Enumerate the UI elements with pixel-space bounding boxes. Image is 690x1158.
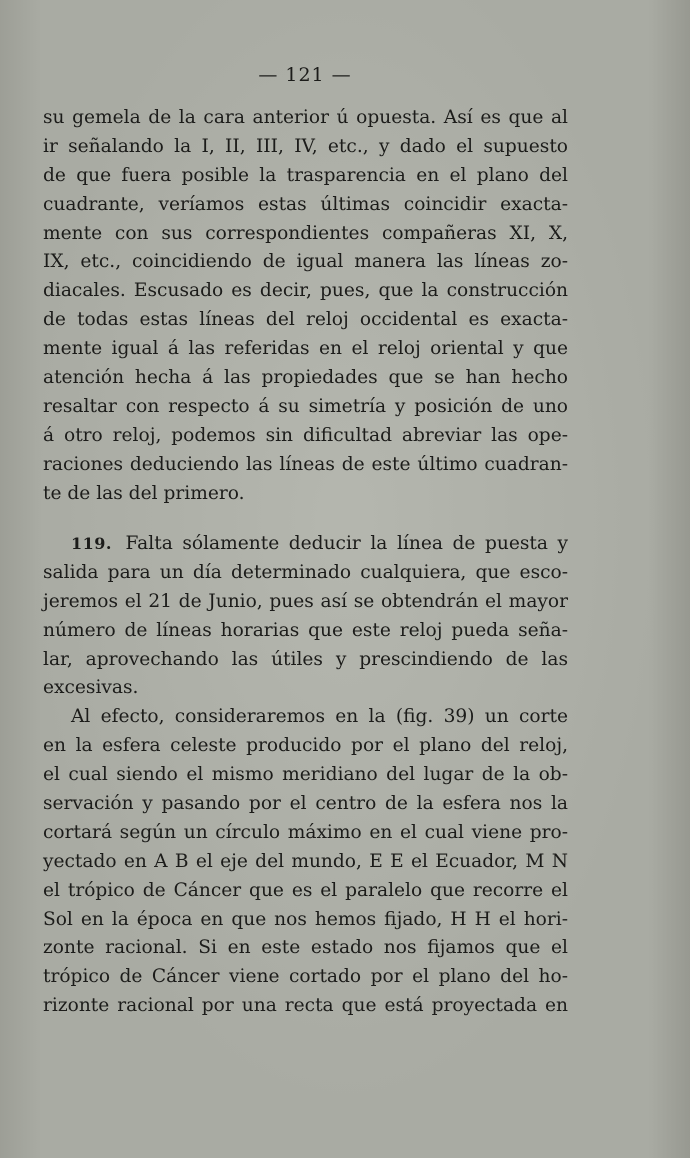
page-number: — 121 —	[258, 64, 352, 86]
text-line: rizonte racional por una recta que está proyectada en	[43, 995, 568, 1017]
text-line: salida para un día determinado cualquiera, que esco-	[43, 561, 568, 583]
paragraph-continuation	[43, 104, 568, 508]
text-line: Al efecto, consideraremos en la (fig. 39) un corte	[71, 706, 568, 728]
text-line: lar, aprovechando las útiles y prescindiendo de las	[43, 648, 568, 670]
text-line: cuadrante, veríamos estas últimas coincidir exacta-	[43, 193, 568, 215]
text-line: raciones deduciendo las líneas de este último cuadran-	[43, 453, 568, 475]
text-line: cortará según un círculo máximo en el cual viene pro-	[43, 821, 568, 843]
text-line: ir señalando la I, II, III, IV, etc., y dado el supuesto	[43, 135, 568, 157]
text-line: IX, etc., coincidiendo de igual manera las líneas zo-	[43, 251, 568, 273]
text-line: á otro reloj, podemos sin dificultad abreviar las ope-	[43, 424, 568, 446]
text-line: el trópico de Cáncer que es el paralelo que recorre el	[43, 879, 568, 901]
text-line: excesivas.	[43, 677, 139, 699]
text-line: atención hecha á las propiedades que se han hecho	[43, 367, 568, 389]
text-line: número de líneas horarias que este reloj pueda seña-	[43, 619, 568, 641]
paragraph-number: 119.	[71, 534, 112, 553]
text-line: su gemela de la cara anterior ú opuesta. Así es que al	[43, 107, 568, 128]
text-line: servación y pasando por el centro de la esfera nos la	[43, 793, 568, 815]
text-line: Sol en la época en que nos hemos fijado, H H el hori-	[43, 908, 568, 930]
paragraph-119	[43, 530, 568, 1021]
text-line: te de las del primero.	[43, 482, 245, 504]
text-line: el cual siendo el mismo meridiano del lugar de la ob-	[43, 764, 568, 786]
text-line: en la esfera celeste producido por el plano del reloj,	[43, 735, 568, 757]
text-line: mente con sus correspondientes compañeras XI, X,	[43, 222, 568, 244]
text-line: jeremos el 21 de Junio, pues así se obtendrán el mayor	[43, 590, 568, 612]
text-line: de que fuera posible la trasparencia en el plano del	[43, 164, 568, 186]
text-line: mente igual á las referidas en el reloj oriental y que	[43, 338, 568, 360]
text-line: resaltar con respecto á su simetría y posición de uno	[43, 395, 568, 417]
text-line: de todas estas líneas del reloj occidental es exacta-	[43, 309, 568, 331]
text-line	[43, 530, 568, 559]
paragraph-first-line: Falta sólamente deducir la línea de puesta y	[125, 533, 568, 554]
text-line: zonte racional. Si en este estado nos fijamos que el	[43, 937, 568, 959]
text-line: diacales. Escusado es decir, pues, que la construcción	[43, 280, 568, 302]
text-line: trópico de Cáncer viene cortado por el plano del ho-	[43, 966, 568, 988]
text-line: yectado en A B el eje del mundo, E E el Ecuador, M N	[43, 850, 568, 872]
